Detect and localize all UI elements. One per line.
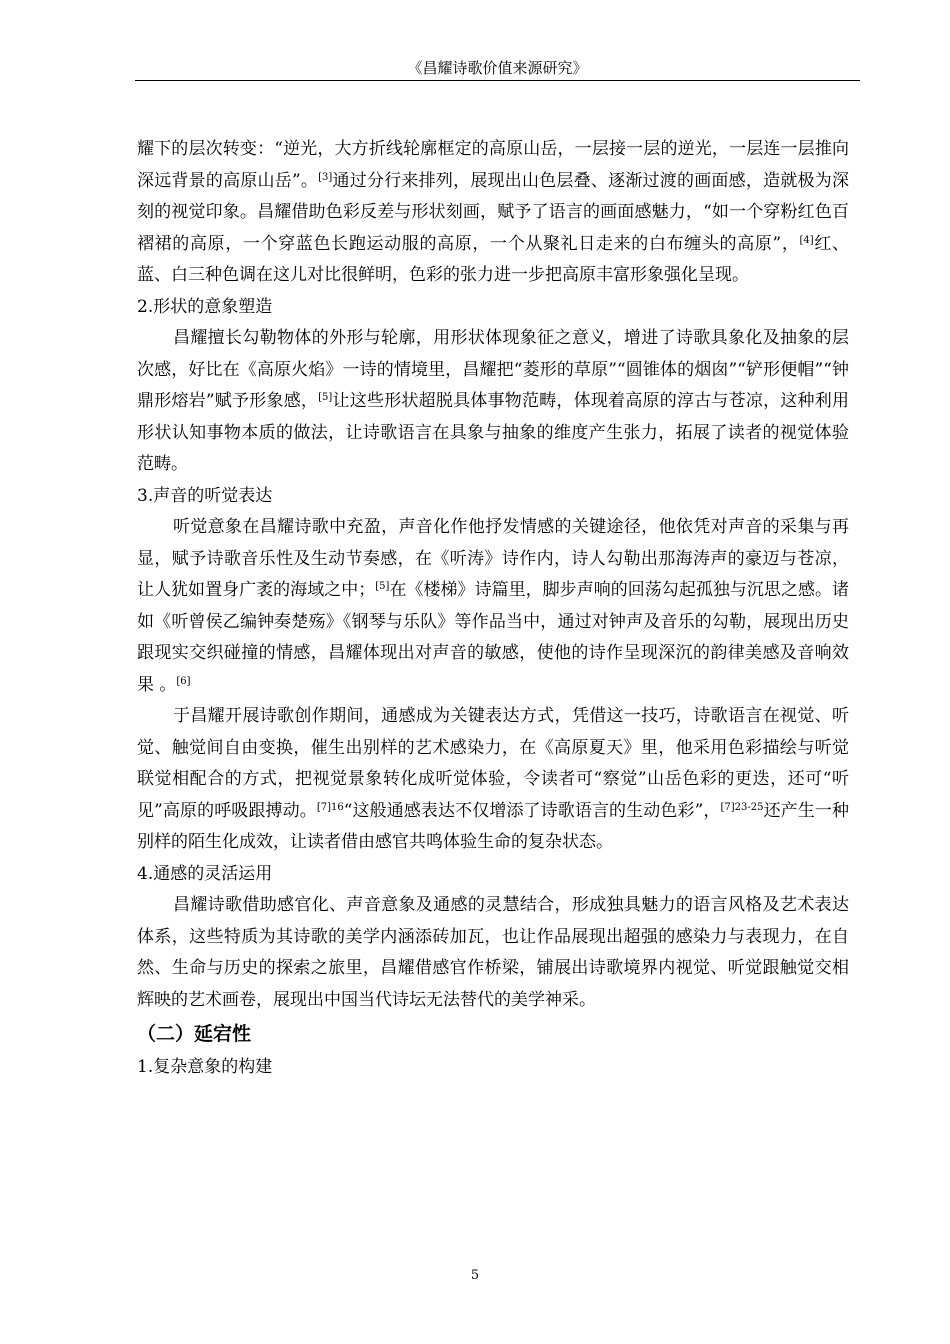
paragraph-text: 耀下的层次转变：“逆光，大方折线轮廓框定的高原山岳，一层接一层的逆光，一层连一层推向深远背景的高原山岳”。	[137, 139, 849, 191]
citation-marker: [5]	[318, 392, 333, 403]
paragraph-text: 昌耀擅长勾勒物体的外形与轮廓，用形状体现象征之意义，增进了诗歌具象化及抽象的层次感，好比在《高原火焰》一诗的情境里，昌耀把“菱形的草原”“圆锥体的烟囱”“铲形便帽”“钟鼎形熔岩”赋予形象感，	[137, 328, 849, 411]
citation-marker: [4]	[799, 234, 814, 246]
subsection-heading: 4.通感的灵活运用	[137, 863, 273, 884]
section-heading: （二）延宕性	[137, 1023, 252, 1045]
subsection-heading: 1.复杂意象的构建	[137, 1057, 273, 1077]
paragraph-text: 还产生一种别样的陌生化成效，让读者借由感官共鸣体验生命的复杂状态。	[137, 800, 849, 852]
running-header: 《昌耀诗歌价值来源研究》	[407, 59, 588, 77]
citation-marker: [7]23-25	[720, 801, 764, 813]
body-paragraph	[137, 323, 849, 481]
body-paragraph	[137, 890, 849, 1016]
citation-marker: [5]	[375, 581, 390, 592]
citation-marker: [7]16	[316, 801, 344, 813]
paragraph-text: 听觉意象在昌耀诗歌中充盈，声音化作他抒发情感的关键途径，他依凭对声音的采集与再显，赋予诗歌音乐性及生动节奏感，在《听涛》诗作内，诗人勾勒出那海涛声的豪迈与苍凉，让人犹如置身广袤的海域之中；	[137, 517, 849, 600]
paragraph-text: 红、蓝、白三种色调在这儿对比很鲜明，色彩的张力进一步把高原丰富形象强化呈现。	[137, 233, 849, 285]
body-paragraph	[137, 512, 849, 701]
citation-marker: [3]	[318, 171, 333, 183]
body-paragraph	[137, 701, 849, 859]
citation-marker: [6]	[176, 675, 191, 687]
paragraph-text: “这般通感表达不仅增添了诗歌语言的生动色彩”，	[343, 800, 721, 821]
subsection-heading: 2.形状的意象塑造	[137, 296, 273, 317]
document-body	[137, 134, 849, 1084]
paragraph-text: 通过分行来排列，展现出山色层叠、逐渐过渡的画面感，造就极为深刻的视觉印象。昌耀借助色彩反差与形状刻画，赋予了语言的画面感魅力，“如一个穿粉红色百褶裙的高原，一个穿蓝色长跑运动服的高原，一个从聚礼日走来的白布缠头的高原”，	[137, 170, 849, 254]
subsection-heading: 3.声音的听觉表达	[137, 485, 273, 506]
page-number: 5	[470, 1268, 480, 1283]
body-paragraph	[137, 134, 849, 292]
header-rule	[135, 80, 860, 81]
paragraph-text: 在《楼梯》诗篇里，脚步声响的回荡勾起孤独与沉思之感。诸如《听曾侯乙编钟奏楚殇》《钢琴与乐队》等作品当中，通过对钟声及音乐的勾勒，展现出历史跟现实交织碰撞的情感，昌耀体现出对声音的敏感，使他的诗作呈现深沉的韵律美感及音响效果 。	[137, 580, 850, 695]
paragraph-text: 昌耀诗歌借助感官化、声音意象及通感的灵慧结合，形成独具魅力的语言风格及艺术表达体系，这些特质为其诗歌的美学内涵添砖加瓦，也让作品展现出超强的感染力与表现力，在自然、生命与历史的探索之旅里，昌耀借感官作桥梁，铺展出诗歌境界内视觉、听觉跟触觉交相辉映的艺术画卷，展现出中国当代诗坛无法替代的美学神采。	[137, 895, 849, 1010]
paragraph-text: 于昌耀开展诗歌创作期间，通感成为关键表达方式，凭借这一技巧，诗歌语言在视觉、听觉、触觉间自由变换，催生出别样的艺术感染力，在《高原夏天》里，他采用色彩描绘与听觉联觉相配合的方式，把视觉景象转化成听觉体验，令读者可“察觉”山岳色彩的更迭，还可“听见”高原的呼吸跟搏动。	[137, 706, 849, 821]
paragraph-text: 让这些形状超脱具体事物范畴，体现着高原的淳古与苍凉，这种利用形状认知事物本质的做法，让诗歌语言在具象与抽象的维度产生张力，拓展了读者的视觉体验范畴。	[137, 391, 849, 474]
